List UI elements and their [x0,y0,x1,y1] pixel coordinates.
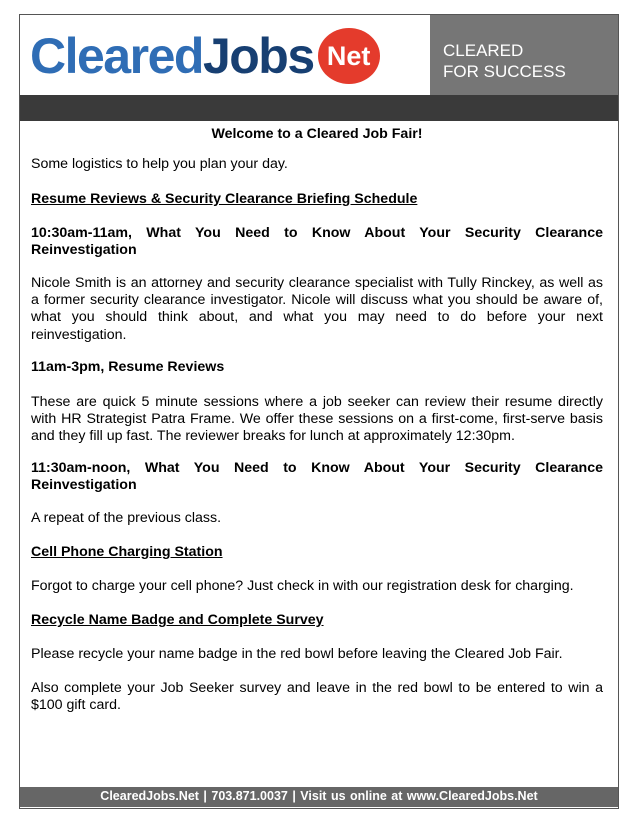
recycle-heading: Recycle Name Badge and Complete Survey [31,612,324,628]
logo-word-jobs: Jobs [202,28,314,84]
charging-heading: Cell Phone Charging Station [31,544,223,560]
session-2-description: These are quick 5 minute sessions where a job seeker can review their resume directly with HR Strategist Patra Frame. We offer these sessions on a first-come, first-serve basis and they fill up fast. The reviewer breaks for lunch at approximately 12:30pm. [31,394,603,445]
session-3-description: A repeat of the previous class. [31,510,222,526]
logo-net-badge: Net [318,28,380,84]
schedule-heading: Resume Reviews & Security Clearance Briefing Schedule [31,191,418,207]
session-1-title: 10:30am-11am, What You Need to Know About Your Security Clearance Reinvestigation [31,225,603,259]
survey-description: Also complete your Job Seeker survey and leave in the red bowl to be entered to win a $100 gift card. [31,680,603,714]
footer-contact-text: ClearedJobs.Net | 703.871.0037 | Visit us online at www.ClearedJobs.Net [100,789,538,803]
header-divider-bar [20,95,618,121]
intro-text: Some logistics to help you plan your day. [31,156,288,172]
clearedjobs-logo [30,29,380,83]
session-3-title: 11:30am-noon, What You Need to Know About Your Security Clearance Reinvestigation [31,460,603,494]
document-title: Welcome to a Cleared Job Fair! [211,126,423,142]
tagline-line-1: CLEARED [443,41,524,60]
session-2-title: 11am-3pm, Resume Reviews [31,359,225,375]
footer-bar [20,787,618,807]
logo-word-cleared: Cleared [30,28,203,84]
recycle-description: Please recycle your name badge in the red bowl before leaving the Cleared Job Fair. [31,646,563,662]
charging-description: Forgot to charge your cell phone? Just check in with our registration desk for charging. [31,578,574,594]
tagline-box [430,15,618,95]
logo-area [20,15,430,95]
session-1-description: Nicole Smith is an attorney and security clearance specialist with Tully Rinckey, as well as a former security clearance investigator. Nicole will discuss what you should be aware of, what you should think about, and what you may need to do before your next reinvestigation. [31,275,603,343]
tagline-line-2: FOR SUCCESS [443,62,566,81]
tagline [443,40,566,82]
